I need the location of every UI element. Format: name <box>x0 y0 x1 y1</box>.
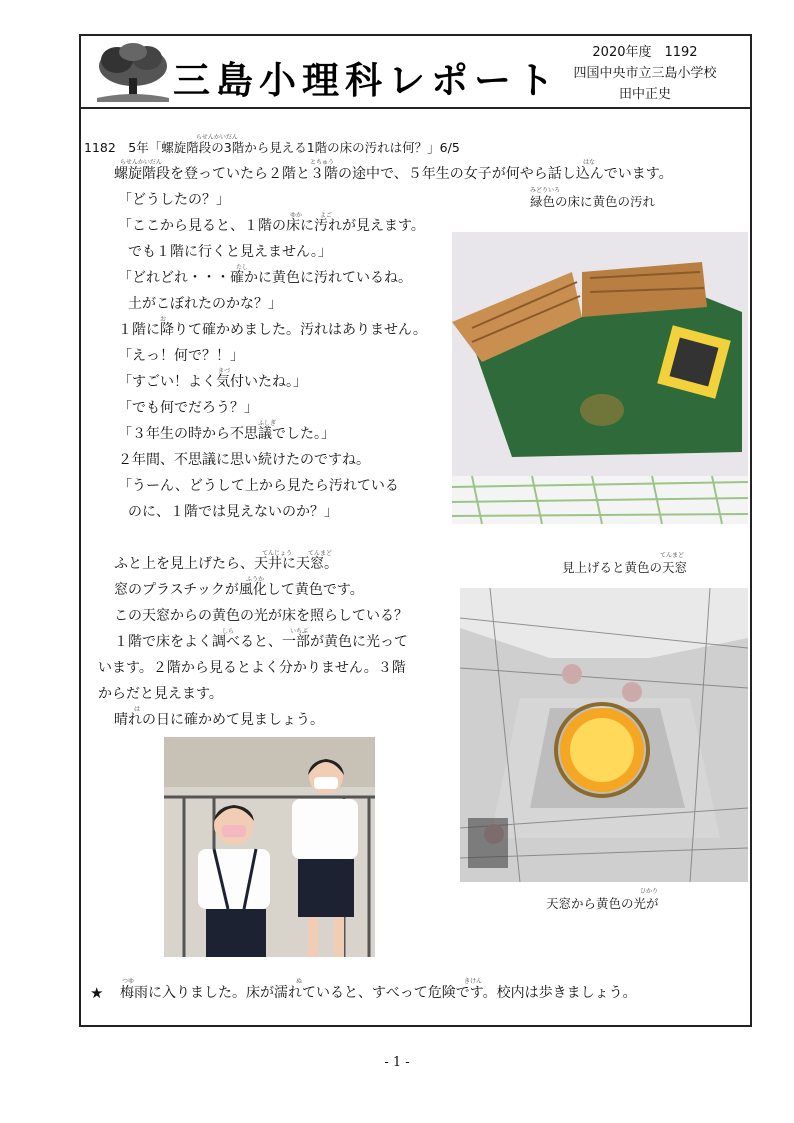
school-name: 四国中央市立三島小学校 <box>573 66 717 81</box>
ruby-shirabe: しら <box>222 628 235 635</box>
paragraph-line: 「うーん、どうして上から見たら汚れている <box>118 478 399 494</box>
article-heading: 1182 5年「螺旋階段の3階から見える1階の床の汚れは何？」6/5 <box>84 140 460 155</box>
paragraph-line: ２年間、不思議に思い続けたのですね。 <box>118 452 370 468</box>
ruby-fushigi: ふしぎ <box>258 420 277 427</box>
ruby-nure: ぬ <box>296 978 303 985</box>
tree-logo-icon <box>93 42 171 104</box>
report-header <box>81 36 750 109</box>
paragraph-line: 「すごい！よく気付いたね。」 <box>118 374 307 390</box>
ruby-hanashi: はな <box>583 159 596 166</box>
ruby-yogore: よご <box>320 212 333 219</box>
ruby-kizuki: きづ <box>218 368 231 375</box>
paragraph-line: この天窓からの黄色の光が床を照らしている？ <box>114 608 408 624</box>
students-image <box>164 737 375 957</box>
photo-skylight <box>460 588 748 882</box>
ruby-rasen: らせんかいだん <box>196 134 238 141</box>
photo-stairwell-floor <box>452 232 748 524</box>
year-issue: 2020年度 1192 <box>592 45 698 60</box>
paragraph-line: 土がこぼれたのかな？」 <box>128 296 282 312</box>
paragraph-line: 「でも何でだろう？」 <box>118 400 258 416</box>
header-info <box>550 42 740 105</box>
paragraph-line: 「３年生の時から不思議でした。」 <box>118 426 335 442</box>
paragraph-line: います。２階から見るとよく分かりません。３階 <box>98 660 406 676</box>
paragraph-line: でも１階に行くと見えません。」 <box>128 244 332 260</box>
paragraph-line: ふと上を見上げたら、天井に天窓。 <box>114 556 338 572</box>
ruby-tenjo: てんじょう <box>262 550 293 557</box>
ruby-rasen-2: らせんかいだん <box>120 159 162 166</box>
paragraph-line: 「どれどれ・・・確かに黄色に汚れているね。 <box>118 270 412 286</box>
paragraph-line: 「ここから見ると、１階の床に汚れが見えます。 <box>118 218 425 234</box>
skylight-image <box>460 588 748 882</box>
ruby-tsuyu: つゆ <box>122 978 135 985</box>
ruby-tenmado: てんまど <box>308 550 333 557</box>
ruby-tochu: とちゅう <box>310 159 335 166</box>
paragraph-line: 晴れの日に確かめて見ましょう。 <box>114 712 324 728</box>
paragraph-line: 「えっ！何で？！」 <box>118 348 244 364</box>
ruby-midori: みどりいろ <box>530 187 561 194</box>
ruby-fuka: ふうか <box>246 576 265 583</box>
author-name: 田中正史 <box>618 87 671 102</box>
caption-green-floor: 緑色の床に黄色の汚れ <box>530 194 656 209</box>
caption-yellow-light: 天窓から黄色の光が <box>546 896 659 911</box>
ruby-kiken: きけん <box>464 978 483 985</box>
report-title: 三島小理科レポート <box>173 59 560 102</box>
ruby-yuka: ゆか <box>290 212 303 219</box>
paragraph-line: 「どうしたの？」 <box>118 192 230 208</box>
ruby-tashika: たし <box>236 264 249 271</box>
paragraph-line: １階に降りて確かめました。汚れはありません。 <box>118 322 427 338</box>
paragraph-line: のに、１階では見えないのか？」 <box>128 504 338 520</box>
stairwell-floor-image <box>452 232 748 524</box>
paragraph-line: １階で床をよく調べると、一部が黄色に光って <box>114 634 408 650</box>
footer-note: 梅雨に入りました。床が濡れていると、すべって危険です。校内は歩きましょう。 <box>120 985 637 1001</box>
paragraph-line: 窓のプラスチックが風化して黄色です。 <box>114 582 364 598</box>
page-number: - 1 - <box>384 1055 410 1070</box>
ruby-ichibu: いちぶ <box>290 628 309 635</box>
ruby-tenmado2: てんまど <box>660 552 685 559</box>
photo-students <box>164 737 375 957</box>
paragraph-line: からだと見えます。 <box>98 686 223 702</box>
ruby-hare: は <box>134 706 141 713</box>
star-icon: ★ <box>90 984 104 1002</box>
ruby-ori: お <box>160 316 167 323</box>
caption-skylight: 見上げると黄色の天窓 <box>562 560 688 575</box>
paragraph-line: 螺旋階段を登っていたら２階と３階の途中で、５年生の女子が何やら話し込んでいます。 <box>114 166 673 182</box>
ruby-hikari: ひかり <box>640 888 659 895</box>
